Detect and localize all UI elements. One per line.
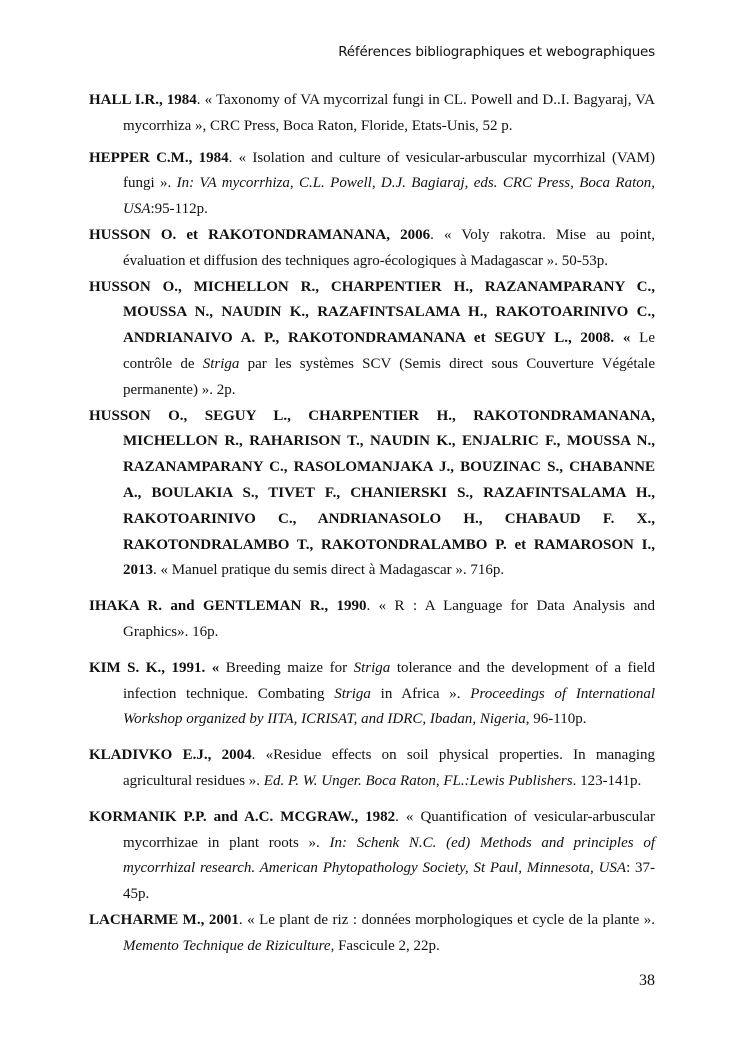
reference-authors: HEPPER C.M., 1984 bbox=[89, 149, 229, 166]
reference-pages: , Fascicule 2, 22p. bbox=[330, 937, 440, 954]
reference-authors: IHAKA R. and GENTLEMAN R., 1990 bbox=[89, 598, 367, 615]
reference-list bbox=[89, 88, 655, 960]
reference-italic-term: Striga bbox=[334, 685, 371, 702]
reference-authors: HUSSON O., SEGUY L., CHARPENTIER H., RAKOTONDRAMANANA, MICHELLON R., RAHARISON T., NAUDIN K., ENJALRIC F., MOUSSA N., RAZANAMPARANY C., RASOLOMANJAKA J., BOUZINAC S., CHABANNE A., BOULAKIA S., TIVET F., CHANIERSKI S., RAZAFINTSALAMA H., RAKOTOARINIVO C., ANDRIANASOLO H., CHABAUD F. X., RAKOTONDRALAMBO T., RAKOTONDRALAMBO P. et RAMAROSON I., 2013 bbox=[89, 407, 655, 579]
page-number: 38 bbox=[639, 972, 655, 989]
reference-text: . «Residue effects on soil physical properties. In managing agricultural residues ». bbox=[123, 747, 655, 789]
reference-authors: KIM S. K., 1991. « bbox=[89, 659, 220, 676]
reference-pages: . 123-141p. bbox=[572, 772, 642, 789]
reference-kladivko-2004 bbox=[89, 743, 655, 795]
reference-text-pre: Le contrôle de bbox=[123, 330, 655, 372]
reference-hall-1984 bbox=[89, 88, 655, 140]
reference-lacharme-2001 bbox=[89, 908, 655, 960]
reference-pages: , 96-110p. bbox=[525, 711, 587, 728]
reference-ihaka-1990 bbox=[89, 594, 655, 646]
reference-publication: Proceedings of International Workshop organized by IITA, ICRISAT, and IDRC, Ibadan, Nigeria bbox=[123, 685, 655, 728]
reference-husson-2013 bbox=[89, 404, 655, 585]
reference-pages: :95-112p. bbox=[150, 201, 208, 218]
reference-publication: Memento Technique de Riziculture bbox=[123, 937, 331, 954]
reference-text: . « Voly rakotra. Mise au point, évaluation et diffusion des techniques agro-écologiques à Madagascar ». 50-53p. bbox=[123, 226, 656, 269]
reference-authors: LACHARME M., 2001 bbox=[89, 911, 239, 928]
reference-text-pre: Breeding maize for bbox=[219, 659, 354, 676]
reference-italic-term: Striga bbox=[353, 659, 391, 676]
reference-italic-term: Striga bbox=[202, 355, 240, 372]
reference-text: tolerance and the development of a field infection technique. Combating bbox=[123, 659, 655, 702]
reference-text: . « R : A Language for Data Analysis and Graphics». 16p. bbox=[123, 598, 656, 640]
reference-text: . « Le plant de riz : données morphologiques et cycle de la plante ». bbox=[238, 911, 656, 928]
reference-authors: HALL I.R., 1984 bbox=[89, 92, 197, 108]
reference-hepper-1984 bbox=[89, 146, 655, 223]
reference-kim-1991 bbox=[89, 656, 655, 733]
reference-text: . « Manuel pratique du semis direct à Madagascar ». 716p. bbox=[153, 562, 505, 579]
reference-text: . « Isolation and culture of vesicular-arbuscular mycorrhizal (VAM) fungi ». bbox=[123, 149, 656, 192]
reference-husson-2006 bbox=[89, 223, 655, 275]
reference-text: . « Quantification of vesicular-arbuscular mycorrhizae in plant roots ». bbox=[123, 808, 656, 851]
reference-kormanik-1982 bbox=[89, 805, 655, 908]
reference-authors: KLADIVKO E.J., 2004 bbox=[89, 747, 252, 764]
reference-authors: HUSSON O., MICHELLON R., CHARPENTIER H., RAZANAMPARANY C., MOUSSA N., NAUDIN K., RAZAFINTSALAMA H., RAKOTOARINIVO C., ANDRIANAIVO A. P., RAKOTONDRAMANANA et SEGUY L., 2008. « bbox=[89, 278, 655, 347]
reference-pages: : 37-45p. bbox=[123, 860, 655, 903]
reference-text: . « Taxonomy of VA mycorrizal fungi in CL. Powell and D..I. Bagyaraj, VA mycorrhiza », CRC Press, Boca Raton, Floride, Etats-Unis, 52 p. bbox=[123, 92, 656, 134]
reference-publication: Ed. P. W. Unger. Boca Raton, FL.:Lewis Publishers bbox=[263, 772, 573, 789]
reference-authors: KORMANIK P.P. and A.C. MCGRAW., 1982 bbox=[89, 808, 396, 825]
reference-text: par les systèmes SCV (Semis direct sous Couverture Végétale permanente) ». 2p. bbox=[123, 355, 655, 398]
reference-authors: HUSSON O. et RAKOTONDRAMANANA, 2006 bbox=[89, 226, 431, 243]
reference-husson-2008 bbox=[89, 275, 655, 404]
reference-publication: In: VA mycorrhiza, C.L. Powell, D.J. Bagiaraj, eds. CRC Press, Boca Raton, USA bbox=[123, 175, 655, 218]
reference-text: in Africa ». bbox=[370, 685, 471, 702]
reference-publication: In: Schenk N.C. (ed) Methods and principles of mycorrhizal research. American Phytopathology Society, St Paul, Minnesota, USA bbox=[123, 834, 655, 877]
running-header: Références bibliographiques et webographiques bbox=[338, 44, 655, 60]
